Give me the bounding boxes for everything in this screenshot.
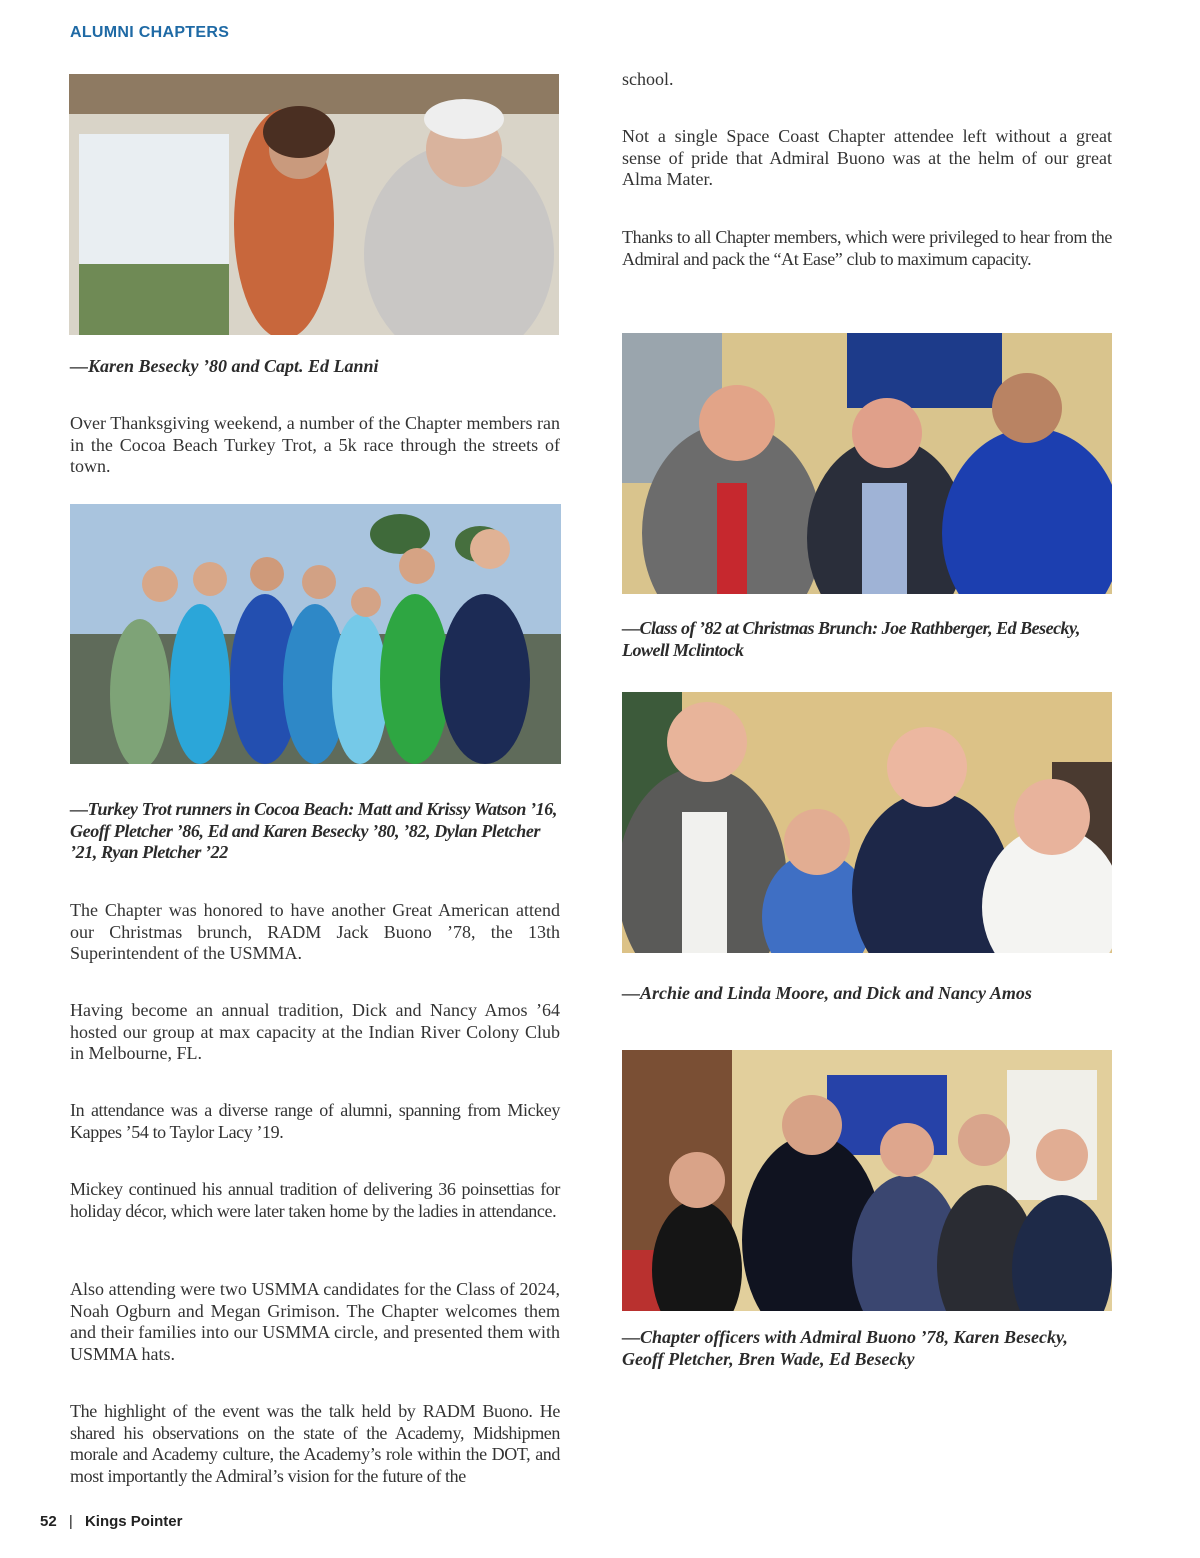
photo1-caption: —Karen Besecky ’80 and Capt. Ed Lanni [70, 356, 379, 376]
right-para-1: school. [622, 69, 674, 89]
right-para-3: Thanks to all Chapter members, which were privileged to hear from the Admiral and pack the “At Ease” club to maximum capacity. [622, 227, 1112, 269]
photo-class-of-82 [622, 333, 1112, 594]
left-para-1: Over Thanksgiving weekend, a number of the Chapter members ran in the Cocoa Beach Turkey Trot, a 5k race through the streets of town. [70, 413, 560, 476]
footer-separator: | [68, 1513, 73, 1530]
left-para-2: The Chapter was honored to have another Great American attend our Christmas brunch, RADM Jack Buono ’78, the 13th Superintendent of the USMMA. [70, 900, 560, 963]
left-para-5: Mickey continued his annual tradition of delivering 36 poinsettias for holiday décor, which were later taken home by the ladies in attendance. [70, 1179, 560, 1221]
photo3-caption: —Class of ’82 at Christmas Brunch: Joe Rathberger, Ed Besecky, Lowell Mclintock [622, 618, 1080, 660]
left-para-3: Having become an annual tradition, Dick and Nancy Amos ’64 hosted our group at max capacity at the Indian River Colony Club in Melbourne, FL. [70, 1000, 560, 1063]
photo-turkey-trot [70, 504, 561, 764]
left-para-7: The highlight of the event was the talk held by RADM Buono. He shared his observations on the state of the Academy, Midshipmen morale and Academy culture, the Academy’s role within the DOT, and most importantly the Admiral’s vision for the future of the [70, 1401, 560, 1486]
left-para-4: In attendance was a diverse range of alumni, spanning from Mickey Kappes ’54 to Taylor Lacy ’19. [70, 1100, 560, 1142]
publication-name: Kings Pointer [84, 1513, 183, 1530]
photo-besecky-lanni [69, 74, 559, 335]
right-para-2: Not a single Space Coast Chapter attendee left without a great sense of pride that Admiral Buono was at the helm of our great Alma Mater. [622, 126, 1112, 189]
page-number: 52 [40, 1513, 57, 1530]
photo5-caption: —Chapter officers with Admiral Buono ’78, Karen Besecky, Geoff Pletcher, Bren Wade, Ed Besecky [622, 1327, 1068, 1369]
left-para-6: Also attending were two USMMA candidates for the Class of 2024, Noah Ogburn and Megan Grimison. The Chapter welcomes them and their families into our USMMA circle, and presented them with USMMA hats. [70, 1279, 560, 1364]
photo-moore-amos [622, 692, 1112, 953]
section-title: ALUMNI CHAPTERS [70, 24, 230, 41]
photo4-caption: —Archie and Linda Moore, and Dick and Nancy Amos [622, 983, 1032, 1003]
photo2-caption: —Turkey Trot runners in Cocoa Beach: Matt and Krissy Watson ’16, Geoff Pletcher ’86, Ed and Karen Besecky ’80, ’82, Dylan Pletcher ’21, Ryan Pletcher ’22 [70, 799, 557, 862]
photo-chapter-officers [622, 1050, 1112, 1311]
page-footer [40, 1513, 182, 1530]
